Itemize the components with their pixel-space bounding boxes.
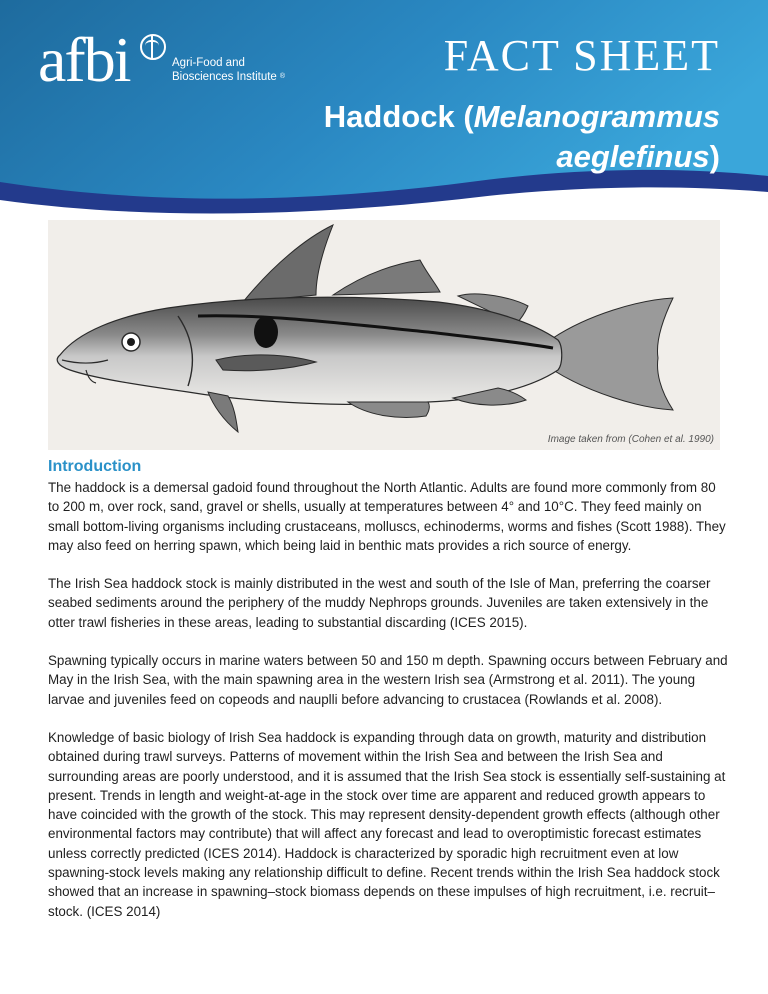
- haddock-illustration: [48, 220, 720, 450]
- section-heading: Introduction: [48, 458, 142, 475]
- logo-mark: afbi: [38, 24, 130, 95]
- paragraph-biology: Knowledge of basic biology of Irish Sea haddock is expanding through data on growth, maturity and distribution obtained during trawl surveys. Patterns of movement within the Irish Sea and between the Irish Sea and surrounding areas are poorly understood, and it is assumed that the Irish Sea stock is essentially self-sustaining at present. Trends in length and weight-at-age in the stock over time are apparent and reduced growth appears to have coincided with the growth of the stock. This may represent density-dependent growth effects (although other environmental factors may contribute) that will affect any forecast and lead to overoptimistic forecast estimates unless correctly predicted (ICES 2014). Haddock is characterized by sporadic high recruitment even at low spawning-stock levels making any relationship difficult to define. Recent trends within the Irish Sea haddock stock showed that an increase in spawning–stock biomass depends on these impulses of high recruitment, i.e. recruit–stock. (ICES 2014): [48, 729, 726, 919]
- first-dorsal-fin: [243, 225, 333, 302]
- title-latin-species: aeglefinus: [556, 139, 710, 174]
- afbi-logo: [38, 24, 286, 108]
- paragraph-habitat: The haddock is a demersal gadoid found throughout the North Atlantic. Adults are found more commonly from 80 to 200 m, over rock, sand, gravel or shells, usually at temperatures between 4° and 10°C. They feed mainly on small bottom-living organisms including crustaceans, molluscs, echinoderms, worms and fishes (Scott 1988). They may also feed on herring spawn, which being laid in benthic mats provides a rich source of energy.: [48, 480, 726, 553]
- tail-fin: [553, 298, 673, 410]
- image-credit: Image taken from (Cohen et al. 1990): [547, 434, 714, 445]
- logo-tag-line1: Agri-Food and: [172, 57, 245, 69]
- globe-icon: [140, 34, 166, 60]
- second-dorsal-fin: [333, 260, 440, 295]
- paragraph-spawning: Spawning typically occurs in marine waters between 50 and 150 m depth. Spawning occurs between February and May in the Irish Sea, with the main spawning area in the western Irish sea (Armstrong et al. 2011). The young larvae and juveniles feed on copeods and nauplli before advancing to crustacea (Rowlands et al. 2008).: [48, 653, 728, 707]
- fact-sheet-label: FACT SHEET: [443, 31, 720, 80]
- registered-mark: ®: [279, 73, 286, 80]
- paragraph-stock-distribution: The Irish Sea haddock stock is mainly distributed in the west and south of the Isle of Man, preferring the coarser seabed sediments around the periphery of the muddy Nephrops grounds. Juveniles are taken extensively in the otter trawl fisheries in these areas, leading to substantial discarding (ICES 2015).: [48, 576, 711, 630]
- logo-tagline: [172, 56, 285, 84]
- title-prefix: Haddock (: [323, 99, 474, 134]
- title-suffix: ): [709, 139, 720, 174]
- shoulder-blotch: [254, 316, 278, 348]
- logo-tag-line2-text: Biosciences Institute: [172, 71, 277, 83]
- logo-tag-line2: [172, 70, 285, 84]
- haddock-drawing: [48, 220, 720, 450]
- page-title: [240, 97, 720, 177]
- header-banner: [0, 0, 768, 222]
- introduction-section: [48, 457, 728, 940]
- first-anal-fin: [348, 402, 429, 417]
- fish-pupil: [127, 338, 135, 346]
- title-latin-genus: Melanogrammus: [473, 99, 720, 134]
